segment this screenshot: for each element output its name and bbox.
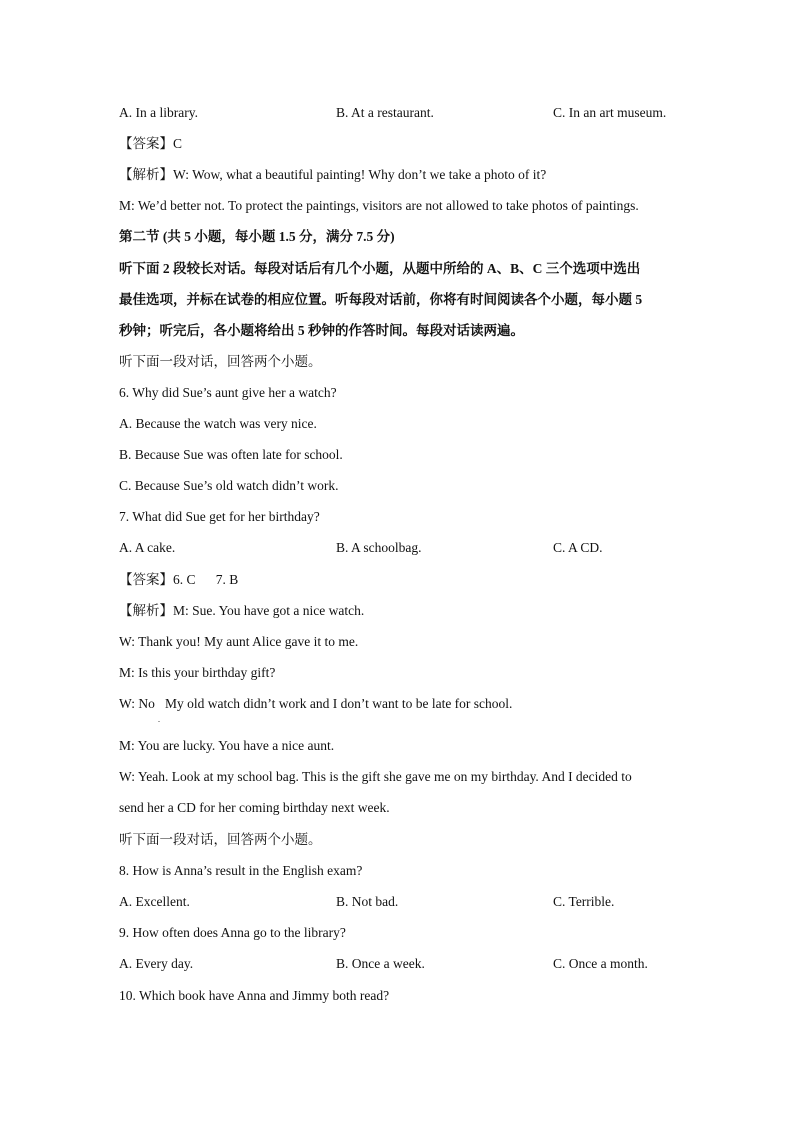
analysis-6-7-line-3: M: Is this your birthday gift? [119, 665, 276, 680]
q7-option-c: C. A CD. [553, 540, 603, 555]
q7-option-b: B. A schoolbag. [336, 540, 422, 555]
question-8: 8. How is Anna’s result in the English exam? [119, 863, 363, 878]
section2-title: 第二节 (共 5 小题，每小题 1.5 分，满分 7.5 分) [119, 229, 395, 244]
q7-option-a: A. A cake. [119, 540, 176, 555]
q9-option-c: C. Once a month. [553, 956, 648, 971]
dialog1-intro: 听下面一段对话，回答两个小题。 [119, 354, 322, 369]
question-10: 10. Which book have Anna and Jimmy both read? [119, 988, 390, 1003]
section2-instruction-3: 秒钟；听完后，各小题将给出 5 秒钟的作答时间。每段对话读两遍。 [119, 323, 524, 338]
q8-option-a: A. Excellent. [119, 894, 190, 909]
question-9: 9. How often does Anna go to the library? [119, 925, 346, 940]
analysis-6-7-line-1: 【解析】M: Sue. You have got a nice watch. [119, 603, 365, 618]
analysis-6-7-line-7: send her a CD for her coming birthday next week. [119, 800, 390, 815]
analysis-6-7-line-4: W: No My old watch didn’t work and I don’t want to be late for school. [119, 696, 513, 711]
answer-6-7: 【答案】6. C 7. B [119, 572, 239, 587]
q6-option-c: C. Because Sue’s old watch didn’t work. [119, 478, 339, 493]
q8-option-b: B. Not bad. [336, 894, 399, 909]
q6-option-b: B. Because Sue was often late for school. [119, 447, 343, 462]
q5-option-b: B. At a restaurant. [336, 105, 434, 120]
analysis-6-7-line-5: M: You are lucky. You have a nice aunt. [119, 738, 335, 753]
analysis-5: 【解析】W: Wow, what a beautiful painting! Why don’t we take a photo of it? [119, 167, 547, 182]
q9-option-a: A. Every day. [119, 956, 194, 971]
dialog2-intro: 听下面一段对话，回答两个小题。 [119, 832, 322, 847]
q9-option-b: B. Once a week. [336, 956, 425, 971]
question-7: 7. What did Sue get for her birthday? [119, 509, 320, 524]
section2-instruction-1: 听下面 2 段较长对话。每段对话后有几个小题，从题中所给的 A、B、C 三个选项中选出 [119, 261, 641, 276]
stray-period-mark: . [158, 715, 160, 724]
q6-option-a: A. Because the watch was very nice. [119, 416, 317, 431]
analysis-5-m: M: We’d better not. To protect the paintings, visitors are not allowed to take photos of paintings. [119, 198, 639, 213]
q5-option-a: A. In a library. [119, 105, 198, 120]
answer-5: 【答案】C [119, 136, 183, 151]
question-6: 6. Why did Sue’s aunt give her a watch? [119, 385, 337, 400]
analysis-6-7-line-6: W: Yeah. Look at my school bag. This is the gift she gave me on my birthday. And I decided to [119, 769, 632, 784]
section2-instruction-2: 最佳选项，并标在试卷的相应位置。听每段对话前，你将有时间阅读各个小题，每小题 5 [119, 292, 643, 307]
q8-option-c: C. Terrible. [553, 894, 615, 909]
q5-option-c: C. In an art museum. [553, 105, 667, 120]
analysis-6-7-line-2: W: Thank you! My aunt Alice gave it to me. [119, 634, 359, 649]
